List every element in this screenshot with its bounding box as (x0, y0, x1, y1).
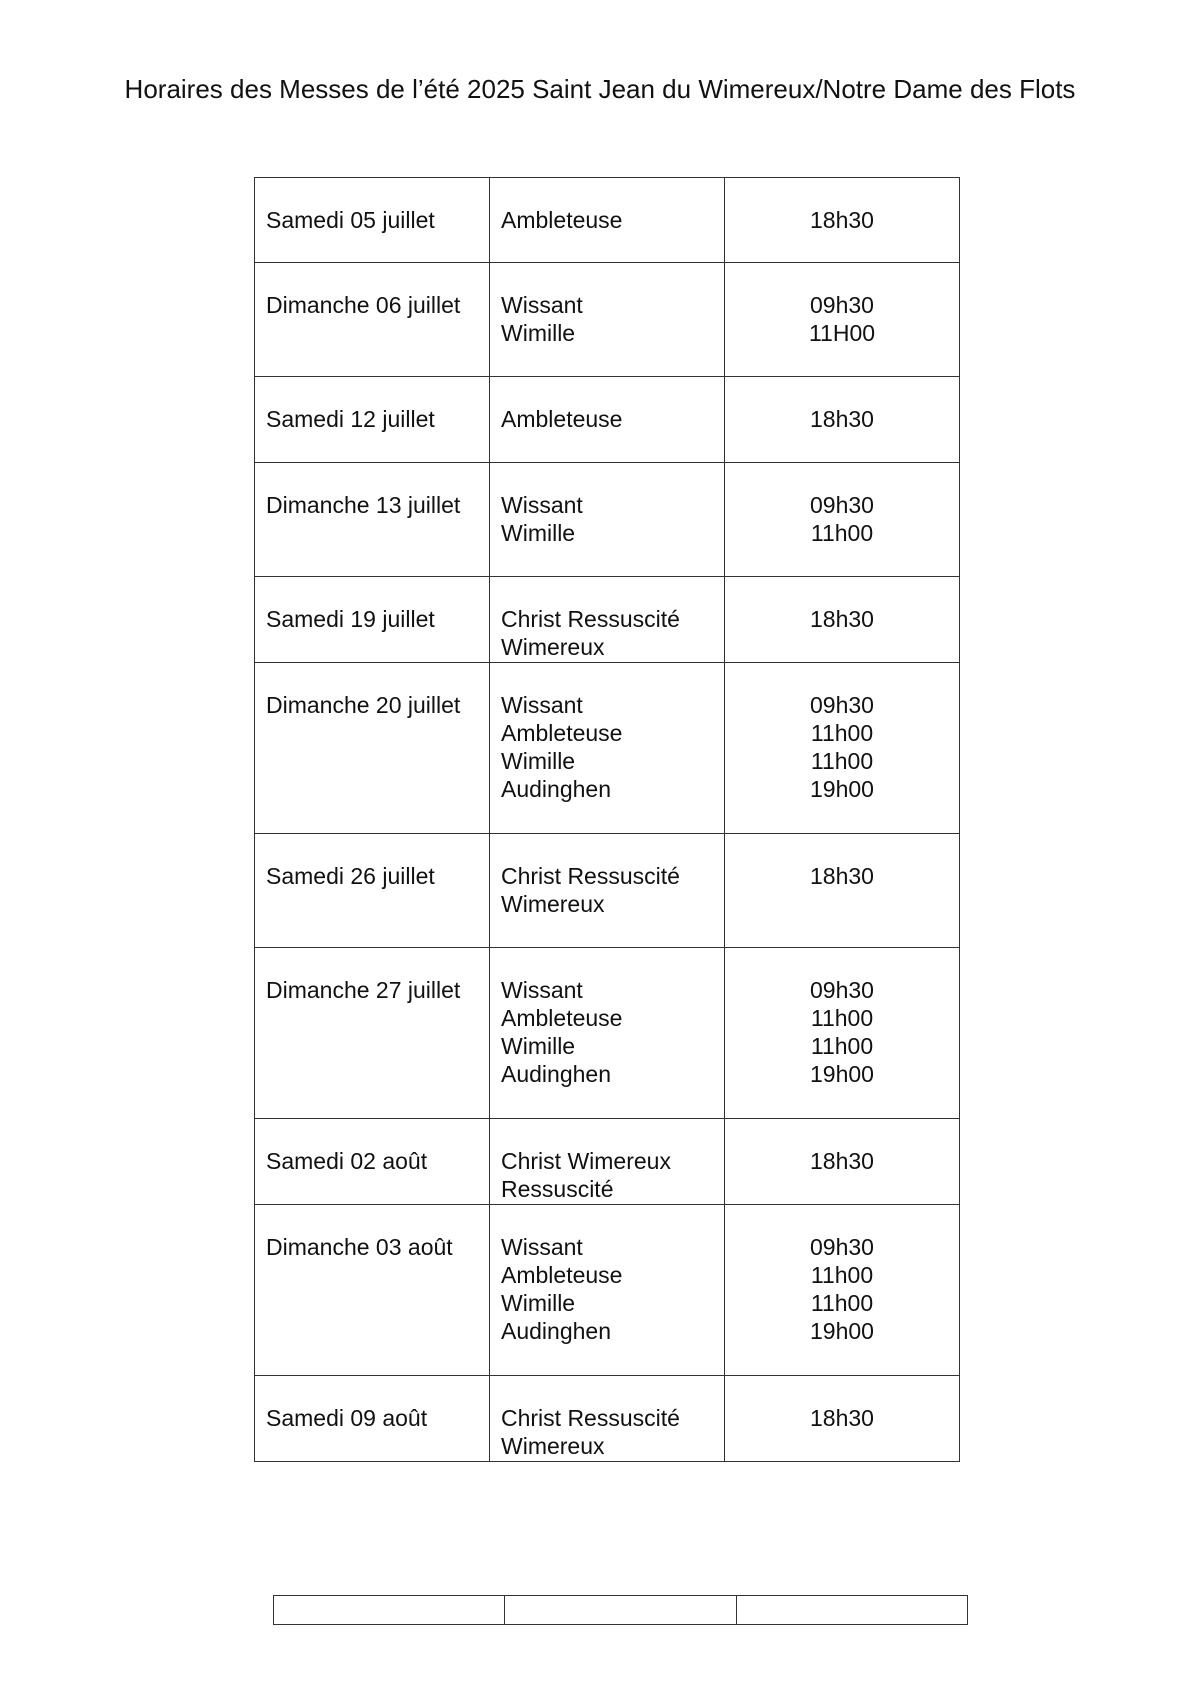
day-cell: Samedi 12 juillet (255, 377, 490, 463)
mass-time: 18h30 (810, 406, 874, 432)
mass-time: 19h00 (810, 1061, 874, 1087)
place-cell (490, 377, 725, 463)
place-cell (490, 1376, 725, 1462)
place-cell (490, 663, 725, 834)
time-cell (725, 1119, 960, 1205)
place-name: Wissant (501, 492, 583, 518)
table-row (255, 948, 960, 1119)
table-row (255, 1376, 960, 1462)
mass-time: 11h00 (810, 1005, 874, 1031)
place-cell (490, 577, 725, 663)
table-row (255, 1119, 960, 1205)
mass-time: 11h00 (810, 748, 874, 774)
time-cell (725, 377, 960, 463)
place-name: Ambleteuse (501, 720, 623, 746)
mass-time: 09h30 (810, 977, 874, 1003)
table-row (255, 834, 960, 948)
place-name: Ambleteuse (501, 406, 623, 432)
place-name: Ressuscité (501, 1176, 614, 1202)
mass-time: 11h00 (810, 520, 874, 546)
mass-time: 09h30 (810, 292, 874, 318)
empty-footer-table (273, 1595, 968, 1625)
day-cell: Dimanche 13 juillet (255, 463, 490, 577)
table-row (255, 663, 960, 834)
place-cell (490, 948, 725, 1119)
mass-time: 18h30 (810, 863, 874, 889)
day-cell: Samedi 19 juillet (255, 577, 490, 663)
place-name: Wissant (501, 692, 583, 718)
place-name: Wimille (501, 320, 576, 346)
place-name: Wimille (501, 748, 576, 774)
time-cell (725, 1205, 960, 1376)
table-row (255, 263, 960, 377)
table-row (255, 178, 960, 263)
place-cell (490, 178, 725, 263)
mass-time: 18h30 (810, 606, 874, 632)
time-cell (725, 263, 960, 377)
place-name: Wimereux (501, 891, 605, 917)
day-cell: Samedi 05 juillet (255, 178, 490, 263)
day-cell: Dimanche 27 juillet (255, 948, 490, 1119)
place-name: Ambleteuse (501, 1005, 623, 1031)
day-cell: Samedi 02 août (255, 1119, 490, 1205)
place-name: Wissant (501, 292, 583, 318)
place-name: Christ Ressuscité (501, 606, 680, 632)
place-name: Wimille (501, 520, 576, 546)
place-name: Christ Wimereux (501, 1148, 671, 1174)
mass-time: 11H00 (808, 320, 876, 346)
place-name: Ambleteuse (501, 1262, 623, 1288)
mass-time: 09h30 (810, 692, 874, 718)
time-cell (725, 463, 960, 577)
time-cell (725, 577, 960, 663)
mass-time: 19h00 (810, 1318, 874, 1344)
mass-time: 18h30 (810, 1405, 874, 1431)
day-cell: Dimanche 06 juillet (255, 263, 490, 377)
place-name: Audinghen (501, 1061, 611, 1087)
table-row (255, 377, 960, 463)
mass-time: 09h30 (810, 492, 874, 518)
day-cell: Dimanche 03 août (255, 1205, 490, 1376)
place-name: Wissant (501, 977, 583, 1003)
time-cell (725, 663, 960, 834)
place-name: Audinghen (501, 776, 611, 802)
place-name: Audinghen (501, 1318, 611, 1344)
place-name: Wimereux (501, 1433, 605, 1459)
time-cell (725, 834, 960, 948)
page-title: Horaires des Messes de l’été 2025 Saint Jean du Wimereux/Notre Dame des Flots (124, 74, 1076, 104)
mass-time: 11h00 (810, 1033, 874, 1059)
mass-time: 11h00 (810, 1290, 874, 1316)
table-row (274, 1596, 968, 1625)
place-name: Wimille (501, 1033, 576, 1059)
table-row (255, 463, 960, 577)
place-cell (490, 1205, 725, 1376)
time-cell (725, 1376, 960, 1462)
day-cell: Samedi 09 août (255, 1376, 490, 1462)
time-cell (725, 948, 960, 1119)
mass-schedule-table (254, 177, 960, 1462)
mass-time: 09h30 (810, 1234, 874, 1260)
mass-time: 11h00 (810, 720, 874, 746)
place-cell (490, 1119, 725, 1205)
mass-time: 18h30 (810, 207, 874, 233)
table-row (255, 1205, 960, 1376)
place-name: Wimereux (501, 634, 605, 660)
empty-cell (736, 1596, 967, 1625)
place-name: Christ Ressuscité (501, 1405, 680, 1431)
place-cell (490, 463, 725, 577)
place-name: Wissant (501, 1234, 583, 1260)
place-cell (490, 263, 725, 377)
time-cell (725, 178, 960, 263)
day-cell: Samedi 26 juillet (255, 834, 490, 948)
mass-time: 11h00 (810, 1262, 874, 1288)
empty-cell (505, 1596, 736, 1625)
empty-cell (274, 1596, 505, 1625)
place-name: Christ Ressuscité (501, 863, 680, 889)
place-cell (490, 834, 725, 948)
table-row (255, 577, 960, 663)
day-cell: Dimanche 20 juillet (255, 663, 490, 834)
place-name: Ambleteuse (501, 207, 623, 233)
mass-time: 19h00 (810, 776, 874, 802)
place-name: Wimille (501, 1290, 576, 1316)
mass-time: 18h30 (810, 1148, 874, 1174)
